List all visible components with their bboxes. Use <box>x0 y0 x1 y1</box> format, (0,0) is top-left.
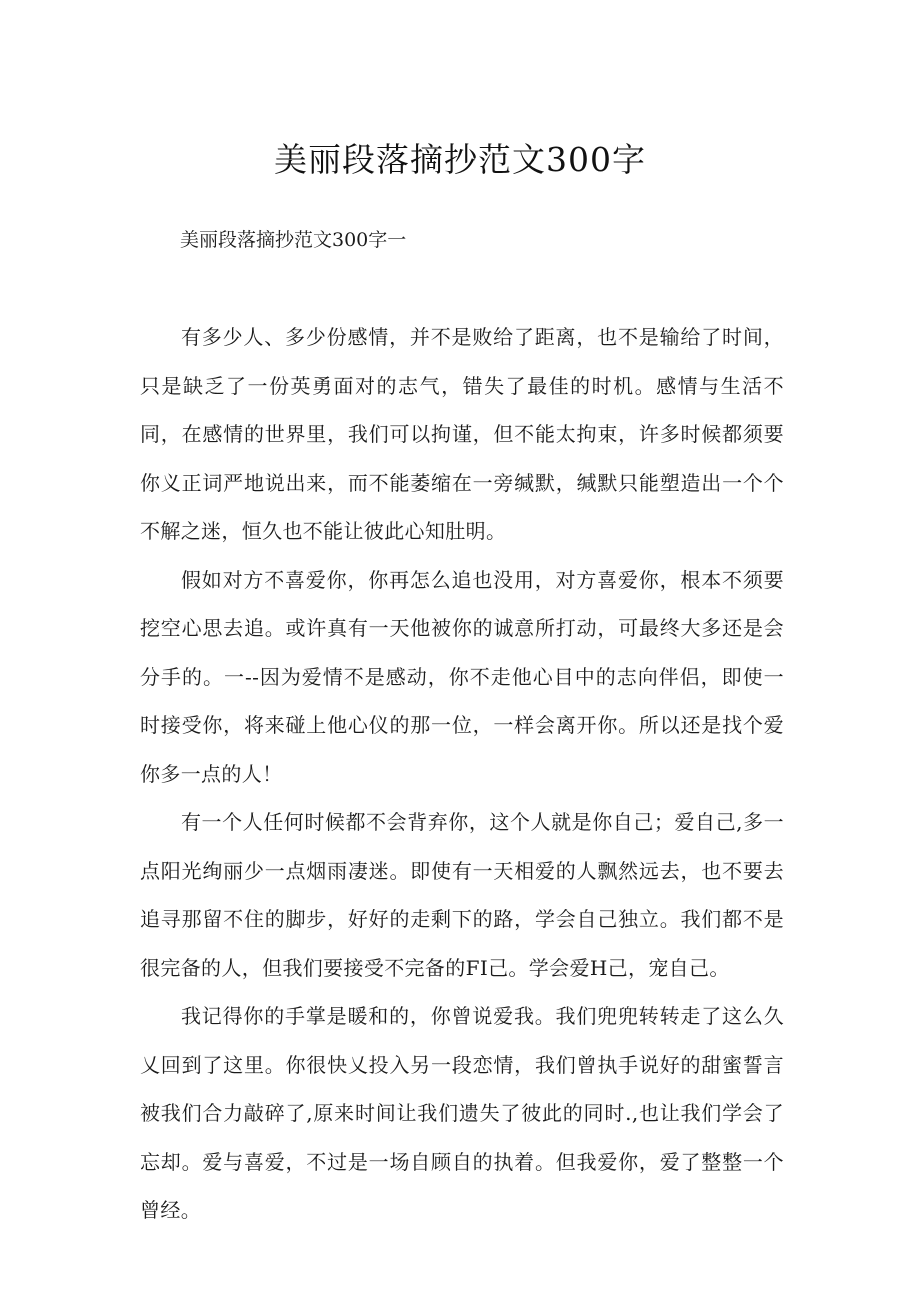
paragraph-3: 有一个人任何时候都不会背弃你，这个人就是你自己；爱自己,多一点阳光绚丽少一点烟雨凄迷。即使有一天相爱的人飘然远去，也不要去追寻那留不住的脚步，好好的走剩下的路，学会自己独立。我们都不是很完备的人，但我们要接受不完备的FI己。学会爱H己，宠自己。 <box>140 810 784 980</box>
paragraph-2: 假如对方不喜爱你，你再怎么追也没用，对方喜爱你，根本不须要挖空心思去追。或许真有一天他被你的诚意所打动，可最终大多还是会分手的。一--因为爱情不是感动，你不走他心目中的志向伴侣，即使一时接受你，将来碰上他心仪的那一位，一样会离开你。所以还是找个爱你多一点的人！ <box>140 567 784 786</box>
section-heading: 美丽段落摘抄范文300字一 <box>180 229 407 251</box>
paragraph-4: 我记得你的手掌是暖和的，你曾说爱我。我们兜兜转转走了这么久乂回到了这里。你很快乂投入另一段恋情，我们曾执手说好的甜蜜誓言被我们合力敲碎了,原来时间让我们遗失了彼此的同时.,也让我们学会了忘却。爱与喜爱，不过是一场自顾自的执着。但我爱你，爱了整整一个曾经。 <box>140 1004 784 1222</box>
paragraph-1: 有多少人、多少份感情，并不是败给了距离，也不是输给了时间，只是缺乏了一份英勇面对的志气，错失了最佳的时机。感情与生活不同，在感情的世界里，我们可以拘谨，但不能太拘束，许多时候都须要你义正词严地说出来，而不能萎缩在一旁缄默，缄默只能塑造出一个个不解之迷，恒久也不能让彼此心知肚明。 <box>140 325 784 543</box>
document-title: 美丽段落摘抄范文300字 <box>274 140 646 179</box>
article-body <box>140 313 784 1235</box>
